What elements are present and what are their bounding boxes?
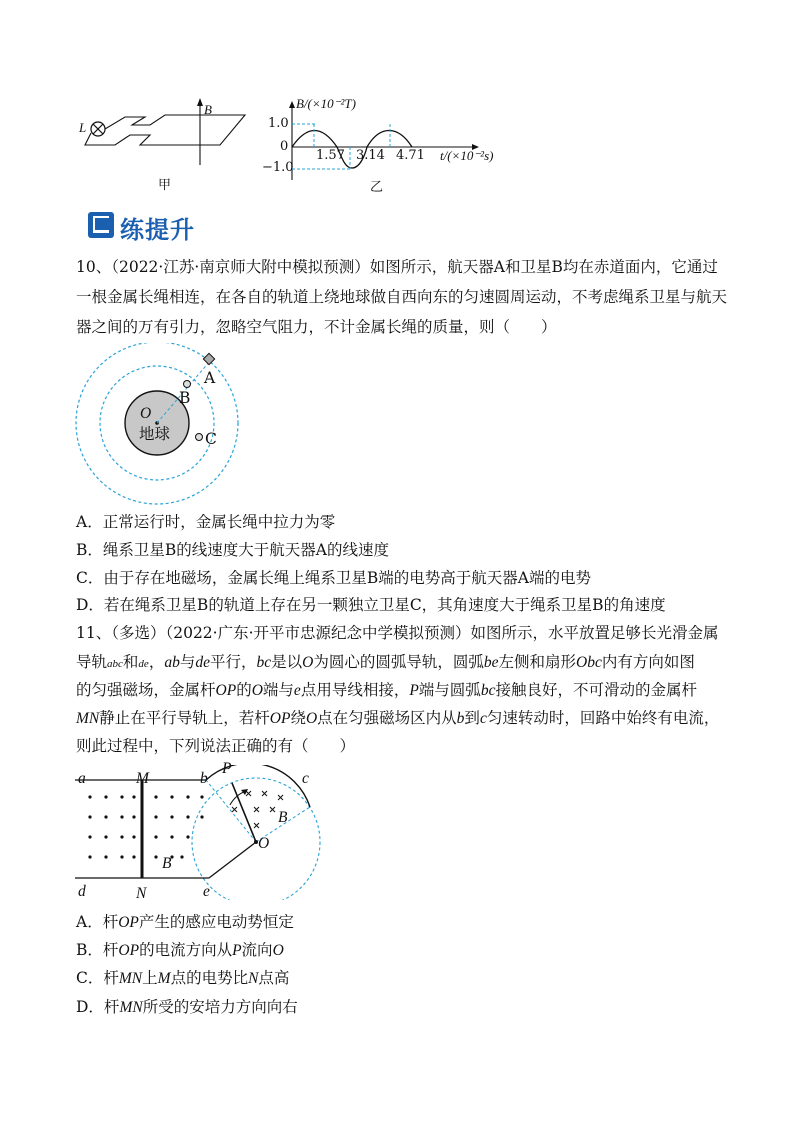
yi-y-tick-top: 1.0	[268, 116, 289, 131]
q10-center-o: O	[140, 405, 152, 422]
yi-y-axis-label: B/(×10⁻²T)	[296, 96, 356, 111]
q11-option-a[interactable]: A．杆OP产生的感应电动势恒定	[76, 913, 294, 931]
q10-option-d[interactable]: D．若在绳系卫星B的轨道上存在另一颗独立卫星C，其角速度大于绳系卫星B的角速度	[76, 596, 666, 614]
q11-label-b: b	[200, 770, 208, 787]
yi-x-axis-label: t/(×10⁻²s)	[440, 148, 494, 163]
q11-option-b[interactable]: B．杆OP的电流方向从P流向O	[76, 941, 284, 959]
q11-line-2: 导轨abc和de，ab与de平行，bc是以O为圆心的圆弧导轨，圆弧be左侧和扇形Obc内有方向如图	[76, 653, 695, 671]
q11-line-3: 的匀强磁场，金属杆OP的O端与e点用导线相接，P端与圆弧bc接触良好，不可滑动的金属杆	[76, 681, 697, 699]
q11-line-1: 11、（多选）（2022·广东·开平市忠源纪念中学模拟预测）如图所示，水平放置足够长光滑金属	[76, 624, 719, 642]
yi-y-tick-zero: 0	[280, 139, 289, 154]
caption-jia: 甲	[158, 178, 172, 193]
q11-label-n: N	[136, 885, 147, 902]
yi-y-tick-bottom: −1.0	[262, 160, 294, 175]
q11-label-b-dots: B	[162, 855, 172, 872]
caption-yi: 乙	[370, 180, 384, 195]
q10-line-2: 一根金属长绳相连，在各自的轨道上绕地球做自西向东的匀速圆周运动，不考虑绳系卫星与航天	[76, 288, 728, 306]
q11-line-4: MN静止在平行导轨上，若杆OP绕O点在匀强磁场区内从b到c匀速转动时，回路中始终有电流，	[76, 709, 720, 727]
q10-option-a[interactable]: A．正常运行时，金属长绳中拉力为零	[76, 513, 336, 531]
q10-option-b[interactable]: B．绳系卫星B的线速度大于航天器A的线速度	[76, 541, 389, 559]
q10-label-b: B	[179, 389, 191, 407]
q11-label-o: O	[258, 835, 270, 852]
q10-label-c: C	[205, 430, 217, 448]
q10-line-3: 器之间的万有引力，忽略空气阻力，不计金属长绳的质量，则（ ）	[76, 318, 557, 336]
book-icon	[88, 212, 114, 238]
q11-label-m: M	[136, 770, 149, 787]
yi-x-tick-2: 3.14	[356, 148, 385, 163]
field-b-label: B	[204, 102, 212, 117]
q11-label-p: P	[222, 760, 232, 777]
q11-label-d: d	[78, 883, 86, 900]
q11-option-c[interactable]: C．杆MN上M点的电势比N点高	[76, 969, 290, 987]
q11-line-5: 则此过程中，下列说法正确的有（ ）	[76, 737, 356, 755]
yi-x-tick-1: 1.57	[316, 148, 345, 163]
figure-yi-graph	[280, 100, 480, 185]
q10-option-c[interactable]: C．由于存在地磁场，金属长绳上绳系卫星B端的电势高于航天器A端的电势	[76, 569, 591, 587]
q11-label-e: e	[203, 883, 210, 900]
section-title: 练提升	[120, 216, 195, 244]
q11-label-b-sector: B	[278, 809, 288, 826]
lamp-label: L	[79, 120, 87, 135]
yi-x-tick-3: 4.71	[396, 148, 425, 163]
q10-earth-label: 地球	[139, 425, 171, 443]
q10-line-1: 10、（2022·江苏·南京师大附中模拟预测）如图所示，航天器A和卫星B均在赤道面内，它通过	[76, 258, 718, 276]
q11-label-a: a	[78, 770, 86, 787]
q11-option-d[interactable]: D．杆MN所受的安培力方向向右	[76, 998, 298, 1016]
q11-label-c: c	[302, 770, 309, 787]
q10-label-a: A	[204, 369, 216, 387]
